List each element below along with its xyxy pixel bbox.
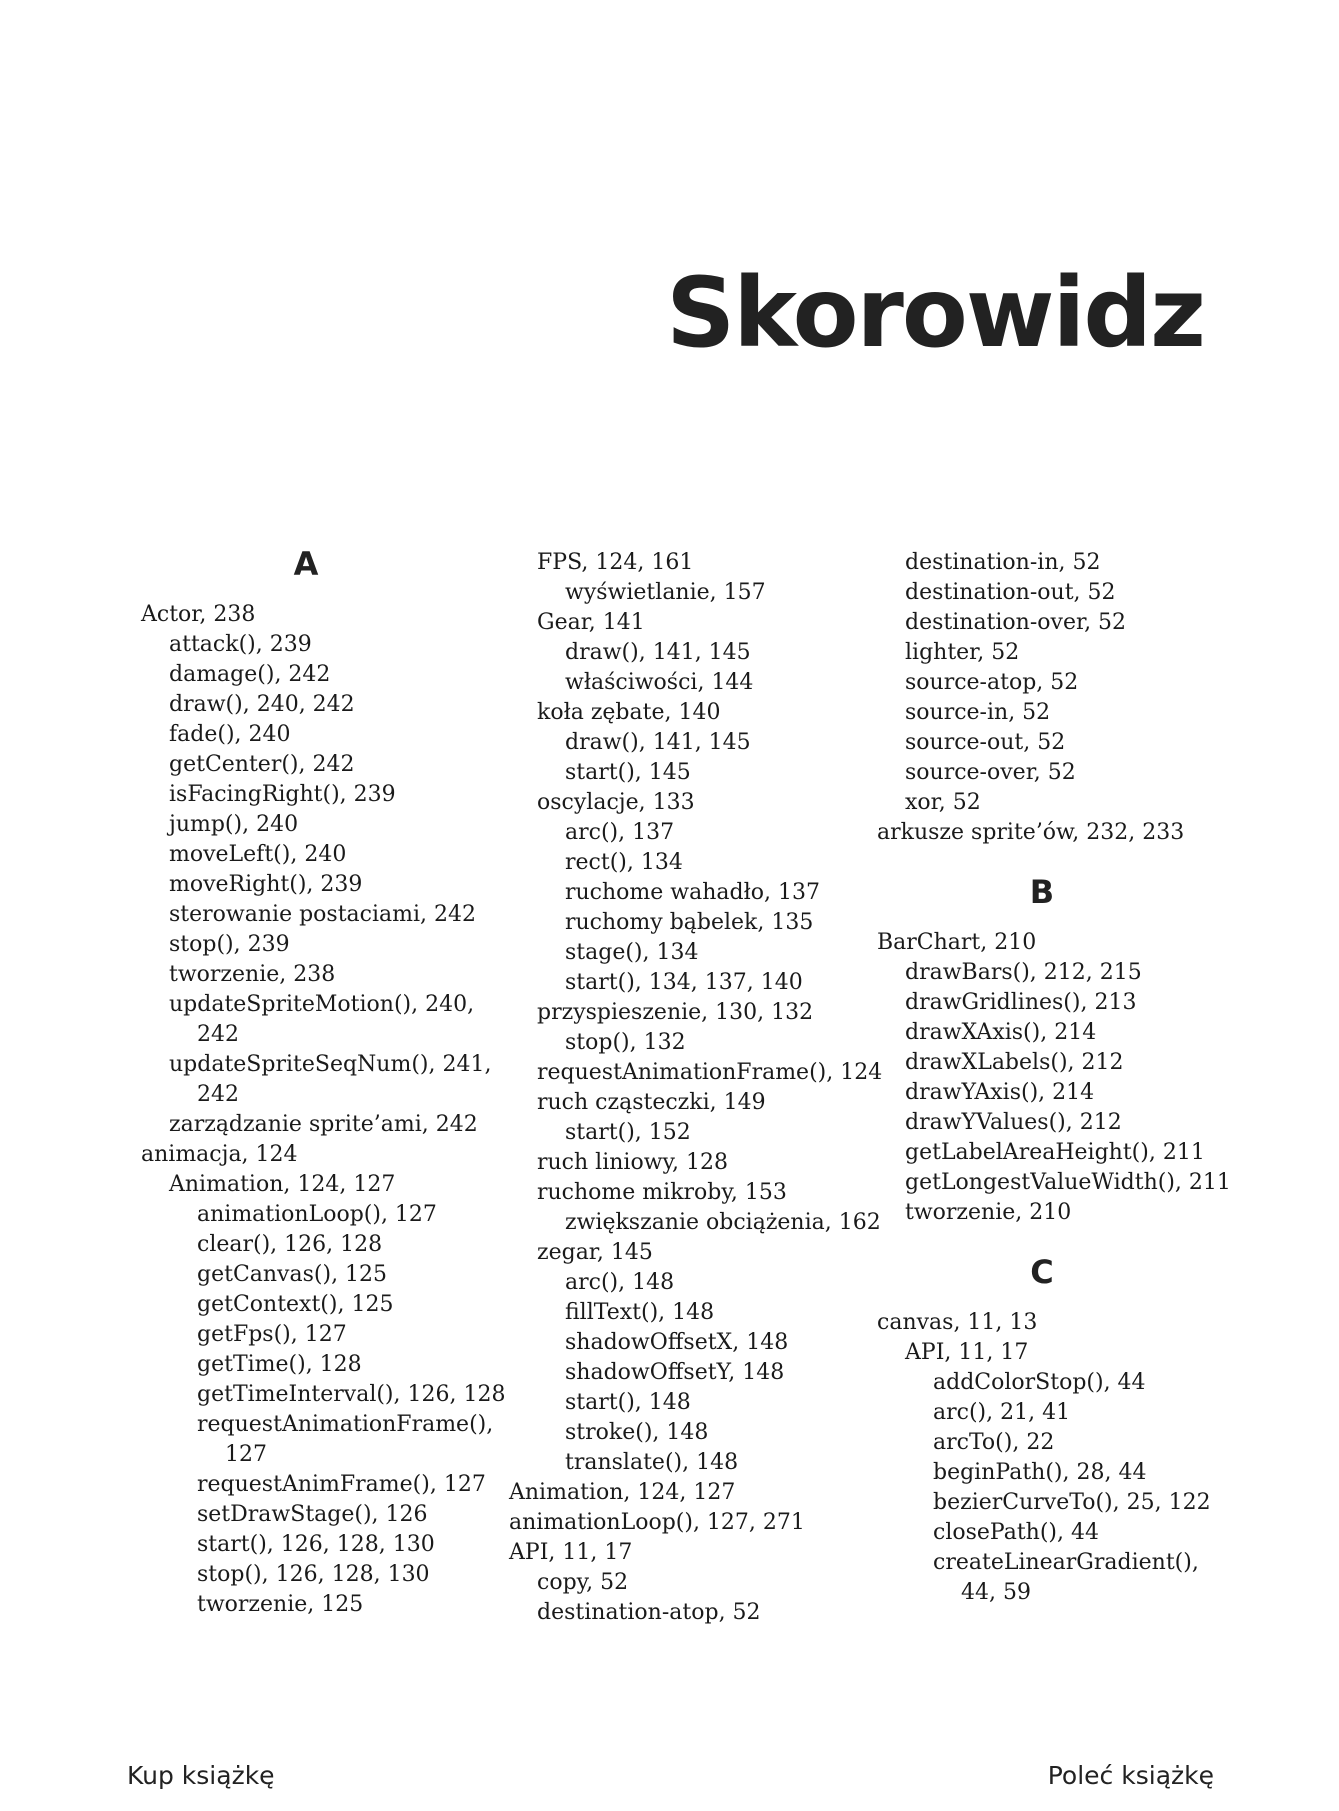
index-entry: start(), 126, 128, 130 [197,1532,435,1557]
index-entry: getCanvas(), 125 [197,1262,388,1287]
index-entry: copy, 52 [537,1570,629,1595]
index-entry: updateSpriteMotion(), 240, [169,992,475,1017]
index-entry: getCenter(), 242 [169,752,355,777]
index-entry: BarChart, 210 [877,930,1037,955]
index-entry: shadowOffsetY, 148 [565,1360,785,1385]
index-entry: animationLoop(), 127 [197,1202,437,1227]
index-entry: getTimeInterval(), 126, 128 [197,1382,506,1407]
index-entry: arkusze sprite’ów, 232, 233 [877,820,1185,845]
index-entry: ruchomy bąbelek, 135 [565,910,814,935]
index-entry: ruch cząsteczki, 149 [537,1090,766,1115]
index-entry: source-in, 52 [905,700,1051,725]
index-entry: addColorStop(), 44 [933,1370,1146,1395]
index-entry: source-out, 52 [905,730,1066,755]
index-entry: createLinearGradient(), [933,1550,1199,1575]
index-entry: destination-out, 52 [905,580,1116,605]
index-entry: canvas, 11, 13 [877,1310,1038,1335]
index-entry: ruch liniowy, 128 [537,1150,729,1175]
index-entry: source-atop, 52 [905,670,1079,695]
index-entry: właściwości, 144 [565,670,754,695]
index-entry: animationLoop(), 127, 271 [509,1510,805,1535]
index-entry: start(), 148 [565,1390,691,1415]
index-entry: drawYValues(), 212 [905,1110,1122,1135]
index-entry: setDrawStage(), 126 [197,1502,428,1527]
index-entry: Gear, 141 [537,610,645,635]
index-entry: fillText(), 148 [565,1300,715,1325]
index-entry: przyspieszenie, 130, 132 [537,1000,814,1025]
index-entry: clear(), 126, 128 [197,1232,383,1257]
index-column-3 [877,548,1231,1608]
index-entry: sterowanie postaciami, 242 [169,902,477,927]
index-entry: 44, 59 [961,1580,1031,1605]
index-entry: arc(), 148 [565,1270,675,1295]
index-entry: zarządzanie sprite’ami, 242 [169,1112,478,1137]
index-entry: 242 [197,1022,239,1047]
index-entry: tworzenie, 125 [197,1592,364,1617]
index-entry: beginPath(), 28, 44 [933,1460,1147,1485]
index-entry: attack(), 239 [169,632,312,657]
index-column-2 [509,548,882,1628]
index-entry: xor, 52 [905,790,981,815]
index-entry: requestAnimFrame(), 127 [197,1472,486,1497]
index-entry: zegar, 145 [537,1240,653,1265]
index-entry: getFps(), 127 [197,1322,347,1347]
index-entry: destination-atop, 52 [537,1600,761,1625]
index-entry: drawGridlines(), 213 [905,990,1137,1015]
index-entry: draw(), 240, 242 [169,692,355,717]
section-letter-c: C [1030,1253,1054,1291]
buy-book-link[interactable]: Kup książkę [127,1761,275,1790]
index-entry: bezierCurveTo(), 25, 122 [933,1490,1211,1515]
index-entry: updateSpriteSeqNum(), 241, [169,1052,492,1077]
index-entry: animacja, 124 [141,1142,298,1167]
index-entry: stop(), 132 [565,1030,686,1055]
page-title: Skorowidz [666,257,1204,369]
index-entry: drawBars(), 212, 215 [905,960,1142,985]
index-entry: getLabelAreaHeight(), 211 [905,1140,1205,1165]
index-entry: Animation, 124, 127 [169,1172,396,1197]
index-entry: zwiększanie obciążenia, 162 [565,1210,881,1235]
index-entry: isFacingRight(), 239 [169,782,396,807]
index-entry: source-over, 52 [905,760,1076,785]
index-entry: fade(), 240 [169,722,291,747]
index-entry: 242 [197,1082,239,1107]
index-entry: getTime(), 128 [197,1352,362,1377]
index-entry: drawYAxis(), 214 [905,1080,1095,1105]
index-entry: API, 11, 17 [509,1540,633,1565]
index-entry: 127 [225,1442,267,1467]
index-entry: jump(), 240 [169,812,299,837]
index-entry: ruchome mikroby, 153 [537,1180,787,1205]
index-entry: moveRight(), 239 [169,872,363,897]
index-entry: arcTo(), 22 [933,1430,1055,1455]
index-entry: stop(), 126, 128, 130 [197,1562,430,1587]
index-column-1 [141,545,506,1620]
index-entry: Actor, 238 [141,602,256,627]
index-entry: closePath(), 44 [933,1520,1099,1545]
index-entry: stage(), 134 [565,940,699,965]
index-entry: rect(), 134 [565,850,683,875]
index-entry: arc(), 21, 41 [933,1400,1071,1425]
index-entry: draw(), 141, 145 [565,730,751,755]
index-entry: koła zębate, 140 [537,700,721,725]
index-entry: API, 11, 17 [905,1340,1029,1365]
index-entry: start(), 134, 137, 140 [565,970,803,995]
index-entry: shadowOffsetX, 148 [565,1330,789,1355]
section-letter-a: A [293,545,319,583]
index-entry: getLongestValueWidth(), 211 [905,1170,1231,1195]
index-entry: arc(), 137 [565,820,675,845]
index-entry: destination-in, 52 [905,550,1101,575]
index-entry: Animation, 124, 127 [509,1480,736,1505]
index-entry: FPS, 124, 161 [537,550,694,575]
section-letter-b: B [1029,873,1055,911]
index-entry: stop(), 239 [169,932,290,957]
index-entry: damage(), 242 [169,662,331,687]
index-entry: oscylacje, 133 [537,790,695,815]
index-entry: requestAnimationFrame(), [197,1412,494,1437]
index-entry: moveLeft(), 240 [169,842,347,867]
index-entry: tworzenie, 238 [169,962,336,987]
index-entry: tworzenie, 210 [905,1200,1072,1225]
index-entry: draw(), 141, 145 [565,640,751,665]
index-entry: requestAnimationFrame(), 124 [537,1060,883,1085]
index-entry: translate(), 148 [565,1450,739,1475]
index-entry: start(), 152 [565,1120,691,1145]
index-entry: drawXLabels(), 212 [905,1050,1124,1075]
index-entry: wyświetlanie, 157 [565,580,766,605]
index-entry: start(), 145 [565,760,691,785]
index-entry: stroke(), 148 [565,1420,709,1445]
index-entry: getContext(), 125 [197,1292,394,1317]
index-entry: ruchome wahadło, 137 [565,880,820,905]
index-entry: drawXAxis(), 214 [905,1020,1097,1045]
index-entry: lighter, 52 [905,640,1020,665]
index-entry: destination-over, 52 [905,610,1127,635]
recommend-book-link[interactable]: Poleć książkę [1047,1761,1214,1790]
